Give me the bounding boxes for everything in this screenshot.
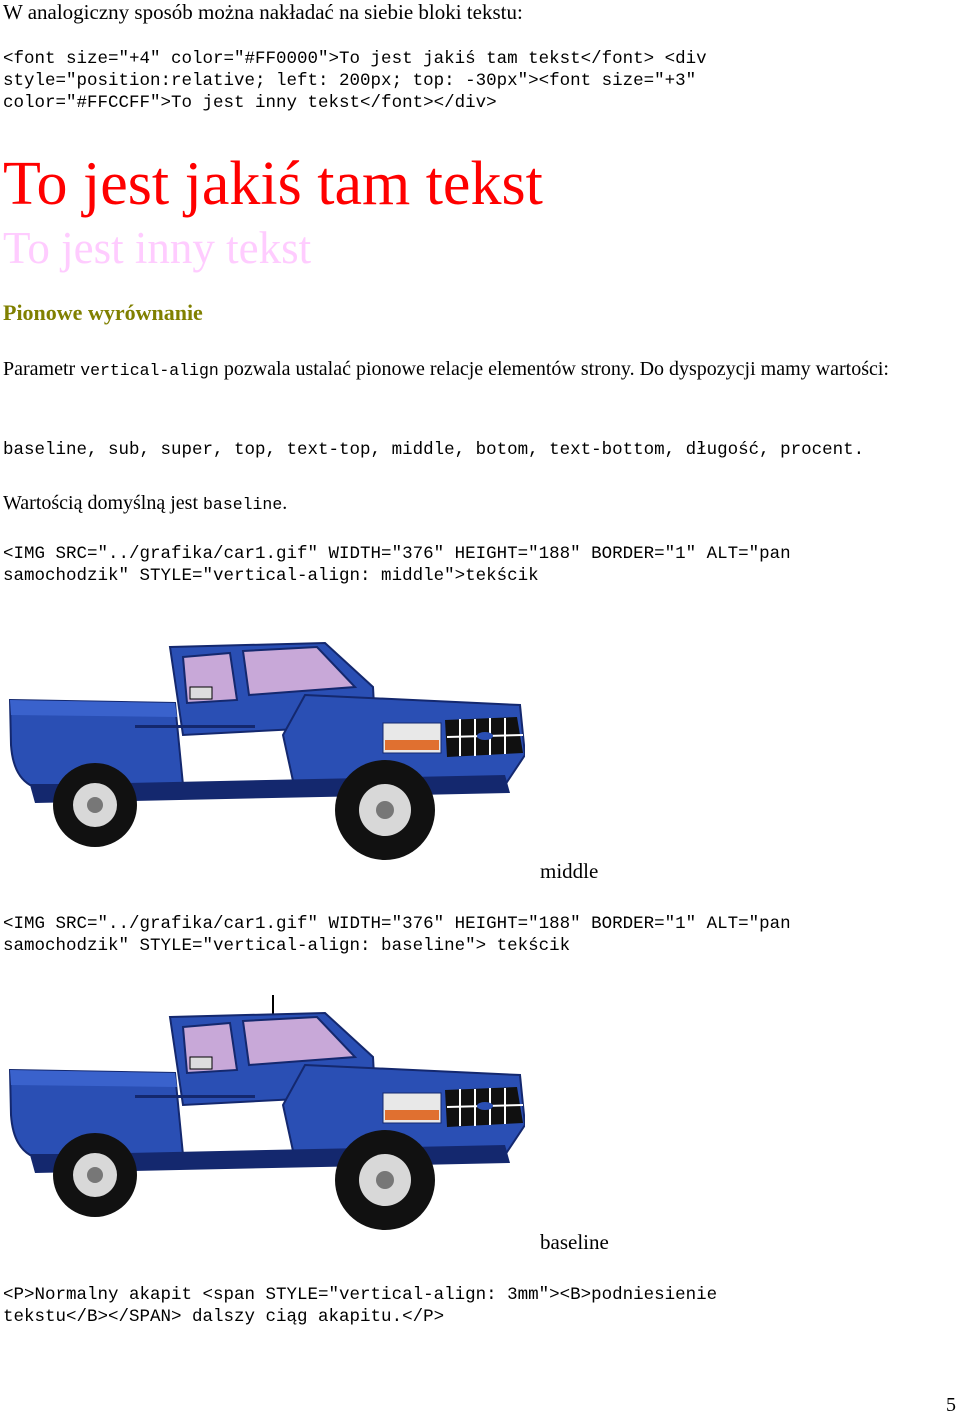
default-text-before: Wartością domyślną jest [3, 492, 204, 514]
intro-text: W analogiczny sposób można nakładać na siebie bloki tekstu: [3, 0, 523, 24]
label-middle: middle [540, 859, 599, 883]
page-number: 5 [946, 1394, 956, 1416]
default-text-after: . [282, 492, 288, 514]
default-code: baseline [203, 495, 283, 514]
para-code: vertical-align [80, 361, 219, 380]
section-heading: Pionowe wyrównanie [3, 300, 203, 325]
truck-image-middle [5, 625, 525, 865]
code-block-img-middle: <IMG SRC="../grafika/car1.gif" WIDTH="376" HEIGHT="188" BORDER="1" ALT="pan samochodzik" STYLE="vertical-align: middle">tekścik [3, 544, 791, 586]
para-text-before: Parametr [3, 358, 81, 380]
code-block-img-baseline: <IMG SRC="../grafika/car1.gif" WIDTH="376" HEIGHT="188" BORDER="1" ALT="pan samochodzik" STYLE="vertical-align: baseline"> tekścik [3, 914, 791, 956]
demo-red-text: To jest jakiś tam tekst [3, 150, 543, 218]
front-wheel [335, 760, 435, 860]
label-baseline: baseline [540, 1230, 609, 1254]
rear-wheel [53, 763, 137, 847]
values-list: baseline, sub, super, top, text-top, middle, botom, text-bottom, długość, procent. [3, 440, 865, 460]
code-block-span-vertical-align: <P>Normalny akapit <span STYLE="vertical-align: 3mm"><B>podniesienie tekstu</B></SPAN> dalszy ciąg akapitu.</P> [3, 1285, 718, 1327]
para-text-after: pozwala ustalać pionowe relacje elementów strony. Do dyspozycji mamy wartości: [218, 358, 889, 380]
front-wheel [335, 1130, 435, 1230]
truck-drawing [10, 995, 525, 1230]
demo-pink-text: To jest inny tekst [3, 223, 312, 273]
code-block-overlay: <font size="+4" color="#FF0000">To jest jakiś tam tekst</font> <div style="position:relative; left: 200px; top: -30px"><font size="+3" color="#FFCCFF">To jest inny tekst</font></div> [3, 49, 707, 113]
truck-image-baseline [5, 995, 525, 1235]
paragraph-vertical-align [3, 356, 953, 384]
truck-drawing [10, 643, 525, 860]
rear-wheel [53, 1133, 137, 1217]
default-value-line [3, 492, 287, 515]
